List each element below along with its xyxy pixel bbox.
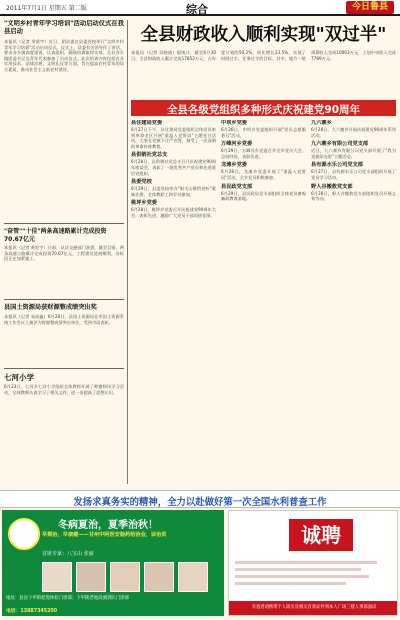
story-block (4, 223, 124, 295)
ad-subline: 早期治，早康健——甘州中阿医安脸药给治会，诊治贫 (42, 532, 167, 538)
report-item (311, 141, 396, 159)
recruit-title-box (289, 519, 353, 551)
story-headline: 县国土资源局获财源整成绩突出奖 (4, 304, 97, 311)
ad-logo-badge (8, 518, 40, 550)
photo (178, 562, 208, 592)
report-item (131, 152, 216, 176)
column-divider (127, 20, 128, 484)
report-body: 6月29日，县委党校举办"唱支山歌给党听"歌咏比赛，全体教职工和学员参加。 (131, 186, 216, 197)
clinic-advertisement (2, 510, 224, 616)
story-headline: "奋管""十佳"两条高速路累计完成投资70.67亿元 (4, 228, 107, 243)
recruit-footer: 有意者请携带个人简历及相关有效证件到本人广场三楼人事部面试 (229, 601, 398, 615)
report-body: 6月28日，桃坪乡党委召开庆祝建党90周年大会，表彰先进，激励广大党员干部再创佳绩。 (131, 207, 216, 218)
reports-area (131, 120, 396, 475)
report-item (131, 120, 216, 149)
ad-headline: 冬病夏治，夏季治秋！ (58, 520, 158, 531)
story-block (4, 299, 124, 364)
report-body: 6月29日，万峰河乡党委召开全乡党员大会，总结经验，表彰先进。 (221, 148, 306, 159)
report-body: 6月27日，县有源水乐公司党支部组织开展了党员学习活动。 (311, 169, 396, 180)
ad-address: 地址：县县下甲街桂堤体检门诊部；下甲街老地段旗到队门诊部 (6, 596, 129, 601)
story-headline: 七河小学 (4, 373, 34, 382)
report-body: 6月26日，中坝乡党委组织开展"党员志愿服务日"活动。 (221, 127, 306, 138)
recruitment-advertisement (228, 510, 398, 616)
photo (144, 562, 174, 592)
report-body: 6月28日，龙滩乡党委开展了"重温入党誓词"活动，全乡党员积极参加。 (221, 169, 306, 180)
recruit-body-placeholder (235, 557, 393, 597)
report-item (311, 184, 396, 202)
report-title: 万峰河乡党委 (221, 141, 253, 148)
report-title: 县有源水乐公司党支部 (311, 162, 363, 169)
story-block (4, 368, 124, 444)
report-item (221, 141, 306, 159)
report-item (221, 184, 306, 202)
report-body: 6月28日，野人谷搬救党支部组织党员开展义务劳动。 (311, 190, 396, 202)
photo (42, 562, 72, 592)
main-lead-body: 本报讯（记者 吴晓倩）据统计，截至6月30日，全县财政收入累计完成17852万元，占年度计划的50.2%，同比增长23.5%，实现了时间过半、任务过半的目标。其中，地方一般预算收入完成10063万元，上划中央收入完成7789万元。 (131, 50, 396, 61)
ad-photos (42, 562, 222, 592)
lead-story-body: 本报讯（记者 余贤宇）近日，团县委在县委党校举行"文明乡村青年学习培训"活动启动仪式。仪式上，县委有关领导作了讲话，要求各乡镇高度重视，认真组织，确保培训取得实效。全县各乡镇团委书记及青年代表参加了启动仪式。此次培训内容包括农业实用技术、法律法规、文明礼仪等方面，旨在提高农村青年的综合素质，推动社会主义新农村建设。 (4, 39, 124, 72)
left-column (4, 20, 124, 484)
report-title: 县供销社党总支 (131, 152, 168, 159)
story-body: 本报讯（记者 易成鑫）6月28日，县国土资源局在市国土资源系统工作会议上被评为财源整成绩突出单位，受到市局表彰。 (4, 314, 124, 325)
report-title: 龙滩乡党委 (221, 162, 247, 169)
story-body: 6月23日，七河乡七河小学组织全体教师开展了师德师风学习活动，全体教师认真学习了相关文件，进一步提高了思想认识。 (4, 384, 124, 395)
lead-story-headline: "文明乡村青年学习培训"活动启动仪式在我县启动 (4, 20, 124, 35)
report-item (131, 179, 216, 197)
report-body: 6月28日，县供销社党总支召开庆祝建党90周年座谈会，表彰了一批优秀共产党员和先进基层党组织。 (131, 159, 216, 176)
party-anniversary-banner: 全县各级党组织多种形式庆祝建党90周年 (131, 100, 396, 116)
section-title: 综合 (186, 3, 208, 16)
report-title: 野人谷搬救党支部 (311, 183, 353, 190)
report-item (311, 162, 396, 180)
newspaper-logo: 今日鲁县 (346, 1, 394, 14)
water-census-slogan: 发扬求真务实的精神，全力以赴做好第一次全国水利普查工作 (0, 490, 400, 508)
report-item (311, 120, 396, 138)
story-body: 本报讯（记者 黄宏宇）日前，从县交通部门获悉，截至目前，两条高速公路累计完成投资70.67亿元，工程建设进展顺利，各标段正在加紧施工。 (4, 245, 124, 262)
report-title: 县委党校 (131, 179, 152, 186)
report-title: 桃坪乡党委 (131, 200, 157, 207)
photo (76, 562, 106, 592)
report-body: 近日，九六寨乡有限公司党支部开展了"我为党旗添光彩"主题活动。 (311, 148, 396, 159)
report-title: 九六寨乡 (311, 120, 332, 126)
photo (110, 562, 140, 592)
report-item (221, 120, 306, 138)
report-body: 6月27日下午，县住建局党委组织全体党员来到革命老区开展"重温入党誓词"主题党日活动，大家在党旗下庄严宣誓，接受了一次深刻的革命传统教育。 (131, 127, 216, 149)
ad-phone: 电话：13887345200 (6, 609, 58, 614)
report-item (131, 200, 216, 218)
issue-date: 2011年7月1日 星期五 第二版 (6, 5, 87, 12)
recruit-title: 诚聘 (301, 523, 341, 547)
report-title: 县民政党支部 (221, 183, 253, 190)
report-title: 中坝乡党委 (221, 120, 247, 126)
report-body: 6月28日，九六寨乡开展庆祝建党90周年系列活动。 (311, 127, 396, 138)
report-item (221, 162, 306, 180)
page-header (0, 0, 400, 16)
ad-expert: 首席专家：八宝山 张丽 (42, 551, 94, 557)
report-title: 九六寨乡有限公司党支部 (311, 141, 369, 148)
main-headline: 全县财政收入顺利实现"双过半" (140, 25, 387, 45)
report-body: 6月29日，县民政局党支部组织全体党员参观廉政教育基地。 (221, 190, 306, 202)
report-title: 县住建局党委 (131, 120, 163, 126)
